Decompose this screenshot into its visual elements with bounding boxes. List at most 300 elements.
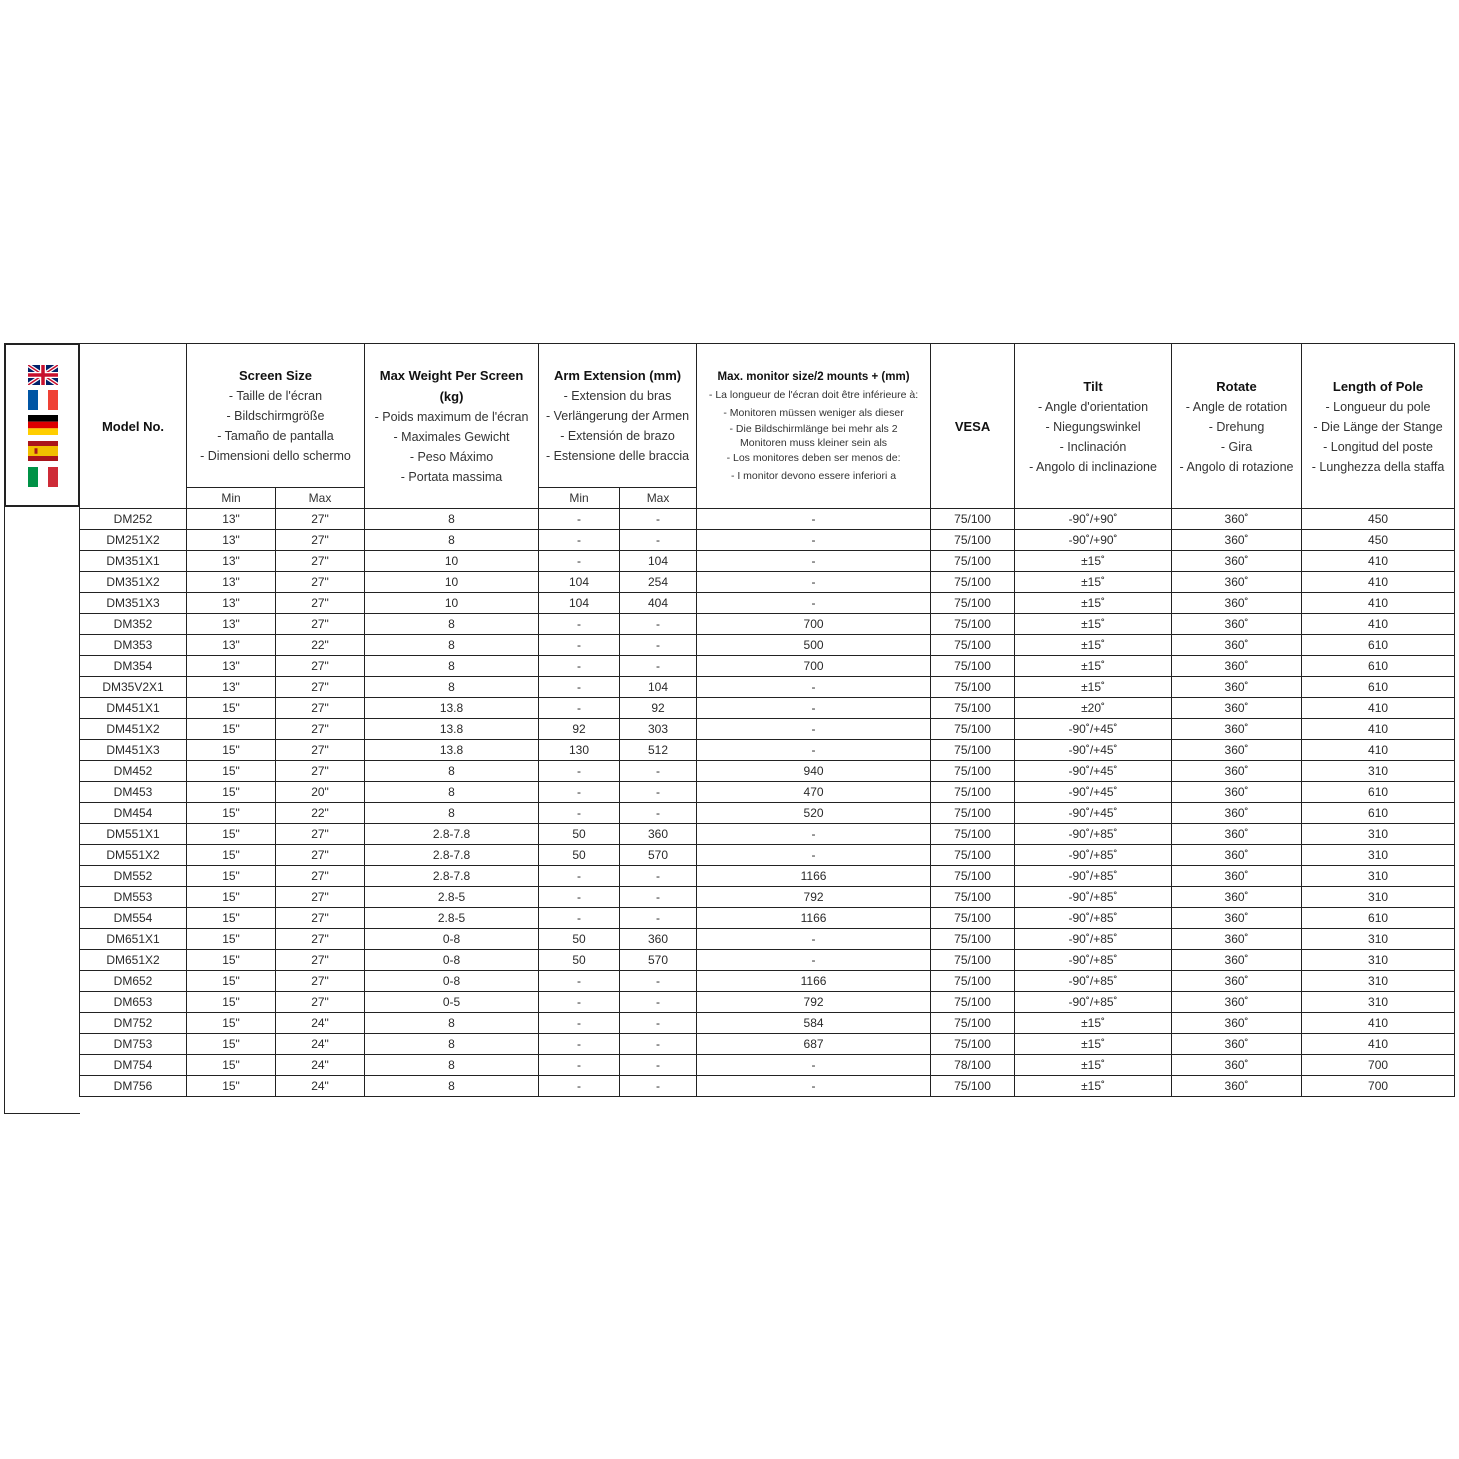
max-monitor-cell: 700 (697, 614, 931, 635)
vesa-cell: 75/100 (931, 740, 1015, 761)
screen-min-cell: 13" (187, 509, 276, 530)
max-weight-cell: 8 (365, 635, 539, 656)
arm-min-cell: - (539, 971, 620, 992)
vesa-cell: 78/100 (931, 1055, 1015, 1076)
screen-max-cell: 27" (276, 845, 365, 866)
tilt-cell: -90˚/+45˚ (1015, 740, 1172, 761)
pole-length-cell: 310 (1302, 761, 1455, 782)
table-row (80, 950, 1455, 971)
table-row (80, 509, 1455, 530)
tilt-cell: ±15˚ (1015, 1013, 1172, 1034)
screen-min-cell: 15" (187, 803, 276, 824)
rotate-cell: 360˚ (1172, 572, 1302, 593)
vesa-cell: 75/100 (931, 698, 1015, 719)
rotate-cell: 360˚ (1172, 824, 1302, 845)
arm-min-cell: - (539, 551, 620, 572)
table-row (80, 614, 1455, 635)
arm-min-cell: 92 (539, 719, 620, 740)
table-row (80, 929, 1455, 950)
arm-min-cell: - (539, 509, 620, 530)
tilt-cell: ±15˚ (1015, 593, 1172, 614)
max-weight-cell: 8 (365, 782, 539, 803)
table-row (80, 635, 1455, 656)
screen-min-cell: 13" (187, 656, 276, 677)
pole-length-cell: 450 (1302, 509, 1455, 530)
rotate-cell: 360˚ (1172, 740, 1302, 761)
arm-max-cell: - (620, 635, 697, 656)
rotate-cell: 360˚ (1172, 1076, 1302, 1097)
pole-length-cell: 610 (1302, 677, 1455, 698)
header-screen-size-max: Max (276, 488, 365, 509)
pole-length-cell: 310 (1302, 887, 1455, 908)
arm-min-cell: - (539, 614, 620, 635)
vesa-cell: 75/100 (931, 614, 1015, 635)
pole-length-cell: 410 (1302, 572, 1455, 593)
max-monitor-cell: 520 (697, 803, 931, 824)
pole-length-cell: 450 (1302, 530, 1455, 551)
screen-max-cell: 27" (276, 887, 365, 908)
screen-max-cell: 27" (276, 593, 365, 614)
vesa-cell: 75/100 (931, 803, 1015, 824)
max-monitor-cell: - (697, 677, 931, 698)
screen-max-cell: 27" (276, 719, 365, 740)
table-row (80, 971, 1455, 992)
header-max-weight: Max Weight Per Screen (kg) - Poids maximum de l'écran - Maximales Gewicht - Peso Máximo - Portata massima (365, 344, 539, 509)
arm-max-cell: - (620, 509, 697, 530)
model-cell: DM753 (80, 1034, 187, 1055)
max-monitor-cell: 470 (697, 782, 931, 803)
tilt-cell: ±15˚ (1015, 1076, 1172, 1097)
arm-max-cell: - (620, 992, 697, 1013)
spec-table-body (80, 509, 1455, 1097)
max-weight-cell: 10 (365, 572, 539, 593)
header-tilt: Tilt - Angle d'orientation - Niegungswinkel - Inclinación - Angolo di inclinazione (1015, 344, 1172, 509)
arm-max-cell: 570 (620, 845, 697, 866)
screen-min-cell: 13" (187, 572, 276, 593)
pole-length-cell: 410 (1302, 614, 1455, 635)
header-arm-extension-max: Max (620, 488, 697, 509)
screen-max-cell: 24" (276, 1055, 365, 1076)
max-weight-cell: 2.8-5 (365, 908, 539, 929)
pole-length-cell: 410 (1302, 698, 1455, 719)
arm-max-cell: 104 (620, 677, 697, 698)
arm-min-cell: - (539, 677, 620, 698)
pole-length-cell: 410 (1302, 1013, 1455, 1034)
arm-min-cell: 104 (539, 593, 620, 614)
arm-min-cell: - (539, 1013, 620, 1034)
rotate-cell: 360˚ (1172, 803, 1302, 824)
max-weight-cell: 8 (365, 677, 539, 698)
screen-max-cell: 27" (276, 761, 365, 782)
max-monitor-cell: - (697, 1076, 931, 1097)
rotate-cell: 360˚ (1172, 677, 1302, 698)
tilt-cell: ±15˚ (1015, 551, 1172, 572)
header-model: Model No. (80, 344, 187, 509)
max-monitor-cell: - (697, 593, 931, 614)
vesa-cell: 75/100 (931, 887, 1015, 908)
screen-max-cell: 24" (276, 1034, 365, 1055)
arm-max-cell: 303 (620, 719, 697, 740)
max-weight-cell: 8 (365, 530, 539, 551)
pole-length-cell: 410 (1302, 719, 1455, 740)
screen-min-cell: 15" (187, 782, 276, 803)
vesa-cell: 75/100 (931, 635, 1015, 656)
max-monitor-cell: - (697, 929, 931, 950)
tilt-cell: ±20˚ (1015, 698, 1172, 719)
model-cell: DM352 (80, 614, 187, 635)
rotate-cell: 360˚ (1172, 509, 1302, 530)
screen-max-cell: 27" (276, 992, 365, 1013)
model-cell: DM451X2 (80, 719, 187, 740)
vesa-cell: 75/100 (931, 551, 1015, 572)
max-weight-cell: 10 (365, 551, 539, 572)
max-monitor-cell: 792 (697, 887, 931, 908)
max-weight-cell: 10 (365, 593, 539, 614)
max-weight-cell: 2.8-5 (365, 887, 539, 908)
arm-max-cell: - (620, 530, 697, 551)
max-weight-cell: 13.8 (365, 719, 539, 740)
table-row (80, 572, 1455, 593)
arm-min-cell: - (539, 1034, 620, 1055)
max-weight-cell: 8 (365, 1034, 539, 1055)
model-cell: DM553 (80, 887, 187, 908)
model-cell: DM354 (80, 656, 187, 677)
max-weight-cell: 8 (365, 656, 539, 677)
vesa-cell: 75/100 (931, 719, 1015, 740)
table-row (80, 887, 1455, 908)
arm-max-cell: - (620, 761, 697, 782)
max-monitor-cell: 940 (697, 761, 931, 782)
table-row (80, 1076, 1455, 1097)
max-weight-cell: 0-8 (365, 950, 539, 971)
table-row (80, 866, 1455, 887)
arm-max-cell: 512 (620, 740, 697, 761)
tilt-cell: -90˚/+85˚ (1015, 845, 1172, 866)
max-weight-cell: 2.8-7.8 (365, 845, 539, 866)
screen-max-cell: 20" (276, 782, 365, 803)
rotate-cell: 360˚ (1172, 929, 1302, 950)
arm-max-cell: - (620, 1076, 697, 1097)
arm-max-cell: 570 (620, 950, 697, 971)
tilt-cell: -90˚/+85˚ (1015, 824, 1172, 845)
tilt-cell: -90˚/+85˚ (1015, 950, 1172, 971)
screen-min-cell: 13" (187, 677, 276, 698)
max-weight-cell: 8 (365, 1076, 539, 1097)
screen-max-cell: 27" (276, 572, 365, 593)
rotate-cell: 360˚ (1172, 656, 1302, 677)
arm-max-cell: - (620, 887, 697, 908)
tilt-cell: -90˚/+85˚ (1015, 887, 1172, 908)
vesa-cell: 75/100 (931, 1076, 1015, 1097)
arm-max-cell: - (620, 866, 697, 887)
arm-min-cell: - (539, 656, 620, 677)
max-monitor-cell: - (697, 698, 931, 719)
arm-min-cell: - (539, 866, 620, 887)
max-monitor-cell: 792 (697, 992, 931, 1013)
table-row (80, 824, 1455, 845)
arm-min-cell: - (539, 1076, 620, 1097)
max-weight-cell: 13.8 (365, 698, 539, 719)
model-cell: DM752 (80, 1013, 187, 1034)
rotate-cell: 360˚ (1172, 950, 1302, 971)
screen-min-cell: 15" (187, 1055, 276, 1076)
screen-max-cell: 27" (276, 824, 365, 845)
screen-max-cell: 27" (276, 698, 365, 719)
model-cell: DM351X2 (80, 572, 187, 593)
header-rotate: Rotate - Angle de rotation - Drehung - Gira - Angolo di rotazione (1172, 344, 1302, 509)
max-monitor-cell: 1166 (697, 971, 931, 992)
table-row (80, 782, 1455, 803)
spec-table (79, 343, 1455, 1097)
screen-min-cell: 15" (187, 1034, 276, 1055)
vesa-cell: 75/100 (931, 824, 1015, 845)
uk-flag-icon (28, 365, 58, 385)
model-cell: DM251X2 (80, 530, 187, 551)
screen-max-cell: 27" (276, 509, 365, 530)
pole-length-cell: 310 (1302, 971, 1455, 992)
arm-max-cell: 360 (620, 824, 697, 845)
tilt-cell: -90˚/+85˚ (1015, 992, 1172, 1013)
screen-max-cell: 24" (276, 1076, 365, 1097)
arm-min-cell: - (539, 698, 620, 719)
arm-max-cell: - (620, 1055, 697, 1076)
arm-max-cell: 360 (620, 929, 697, 950)
screen-max-cell: 27" (276, 551, 365, 572)
pole-length-cell: 410 (1302, 593, 1455, 614)
table-row (80, 992, 1455, 1013)
vesa-cell: 75/100 (931, 572, 1015, 593)
model-cell: DM552 (80, 866, 187, 887)
vesa-cell: 75/100 (931, 845, 1015, 866)
screen-min-cell: 15" (187, 1013, 276, 1034)
tilt-cell: ±15˚ (1015, 1034, 1172, 1055)
max-monitor-cell: - (697, 551, 931, 572)
max-weight-cell: 13.8 (365, 740, 539, 761)
header-screen-size: Screen Size - Taille de l'écran - Bildschirmgröße - Tamaño de pantalla - Dimensioni dello schermo (187, 344, 365, 488)
rotate-cell: 360˚ (1172, 593, 1302, 614)
table-row (80, 719, 1455, 740)
pole-length-cell: 410 (1302, 740, 1455, 761)
model-cell: DM651X1 (80, 929, 187, 950)
vesa-cell: 75/100 (931, 593, 1015, 614)
model-cell: DM754 (80, 1055, 187, 1076)
max-monitor-cell: - (697, 950, 931, 971)
table-row (80, 530, 1455, 551)
spain-flag-icon (28, 441, 58, 461)
pole-length-cell: 310 (1302, 992, 1455, 1013)
pole-length-cell: 310 (1302, 866, 1455, 887)
tilt-cell: ±15˚ (1015, 1055, 1172, 1076)
arm-max-cell: - (620, 1034, 697, 1055)
rotate-cell: 360˚ (1172, 1013, 1302, 1034)
screen-max-cell: 27" (276, 656, 365, 677)
model-cell: DM653 (80, 992, 187, 1013)
screen-min-cell: 13" (187, 614, 276, 635)
screen-min-cell: 15" (187, 761, 276, 782)
screen-min-cell: 15" (187, 992, 276, 1013)
tilt-cell: ±15˚ (1015, 656, 1172, 677)
max-weight-cell: 2.8-7.8 (365, 824, 539, 845)
screen-min-cell: 15" (187, 698, 276, 719)
arm-min-cell: - (539, 635, 620, 656)
max-weight-cell: 2.8-7.8 (365, 866, 539, 887)
vesa-cell: 75/100 (931, 656, 1015, 677)
screen-min-cell: 15" (187, 1076, 276, 1097)
header-length-of-pole: Length of Pole - Longueur du pole - Die Länge der Stange - Longitud del poste - Lunghezza della staffa (1302, 344, 1455, 509)
tilt-cell: -90˚/+45˚ (1015, 803, 1172, 824)
model-cell: DM451X3 (80, 740, 187, 761)
screen-min-cell: 15" (187, 824, 276, 845)
rotate-cell: 360˚ (1172, 887, 1302, 908)
screen-max-cell: 27" (276, 740, 365, 761)
max-monitor-cell: 1166 (697, 866, 931, 887)
arm-max-cell: 404 (620, 593, 697, 614)
tilt-cell: -90˚/+45˚ (1015, 761, 1172, 782)
arm-max-cell: 254 (620, 572, 697, 593)
pole-length-cell: 700 (1302, 1055, 1455, 1076)
table-row (80, 1034, 1455, 1055)
max-monitor-cell: - (697, 845, 931, 866)
pole-length-cell: 310 (1302, 845, 1455, 866)
screen-min-cell: 15" (187, 845, 276, 866)
arm-min-cell: 50 (539, 929, 620, 950)
model-cell: DM452 (80, 761, 187, 782)
vesa-cell: 75/100 (931, 1034, 1015, 1055)
screen-max-cell: 27" (276, 530, 365, 551)
model-cell: DM651X2 (80, 950, 187, 971)
screen-min-cell: 15" (187, 719, 276, 740)
arm-min-cell: - (539, 908, 620, 929)
arm-min-cell: 104 (539, 572, 620, 593)
screen-max-cell: 22" (276, 803, 365, 824)
screen-min-cell: 15" (187, 929, 276, 950)
tilt-cell: -90˚/+85˚ (1015, 971, 1172, 992)
screen-min-cell: 13" (187, 551, 276, 572)
model-cell: DM756 (80, 1076, 187, 1097)
max-monitor-cell: - (697, 740, 931, 761)
pole-length-cell: 410 (1302, 1034, 1455, 1055)
table-row (80, 698, 1455, 719)
arm-max-cell: - (620, 614, 697, 635)
table-row (80, 740, 1455, 761)
language-flags-panel (4, 343, 80, 507)
max-monitor-cell: - (697, 824, 931, 845)
screen-max-cell: 27" (276, 614, 365, 635)
rotate-cell: 360˚ (1172, 992, 1302, 1013)
rotate-cell: 360˚ (1172, 971, 1302, 992)
screen-max-cell: 27" (276, 971, 365, 992)
max-weight-cell: 0-8 (365, 971, 539, 992)
vesa-cell: 75/100 (931, 1013, 1015, 1034)
rotate-cell: 360˚ (1172, 635, 1302, 656)
rotate-cell: 360˚ (1172, 761, 1302, 782)
max-monitor-cell: - (697, 1055, 931, 1076)
table-row (80, 908, 1455, 929)
model-cell: DM554 (80, 908, 187, 929)
screen-min-cell: 15" (187, 866, 276, 887)
vesa-cell: 75/100 (931, 782, 1015, 803)
table-row (80, 593, 1455, 614)
pole-length-cell: 700 (1302, 1076, 1455, 1097)
max-weight-cell: 8 (365, 761, 539, 782)
max-weight-cell: 8 (365, 614, 539, 635)
pole-length-cell: 610 (1302, 908, 1455, 929)
model-cell: DM652 (80, 971, 187, 992)
header-vesa: VESA (931, 344, 1015, 509)
model-cell: DM551X2 (80, 845, 187, 866)
max-weight-cell: 8 (365, 1055, 539, 1076)
arm-max-cell: - (620, 803, 697, 824)
screen-max-cell: 27" (276, 929, 365, 950)
header-arm-extension-min: Min (539, 488, 620, 509)
max-weight-cell: 0-5 (365, 992, 539, 1013)
screen-max-cell: 27" (276, 677, 365, 698)
arm-min-cell: 50 (539, 950, 620, 971)
model-cell: DM454 (80, 803, 187, 824)
tilt-cell: -90˚/+90˚ (1015, 509, 1172, 530)
left-margin-strip (4, 507, 80, 1114)
arm-min-cell: - (539, 803, 620, 824)
arm-min-cell: - (539, 992, 620, 1013)
arm-max-cell: - (620, 656, 697, 677)
screen-max-cell: 24" (276, 1013, 365, 1034)
rotate-cell: 360˚ (1172, 698, 1302, 719)
table-row (80, 656, 1455, 677)
arm-max-cell: 104 (620, 551, 697, 572)
screen-min-cell: 15" (187, 887, 276, 908)
max-monitor-cell: 500 (697, 635, 931, 656)
tilt-cell: -90˚/+85˚ (1015, 866, 1172, 887)
tilt-cell: -90˚/+85˚ (1015, 908, 1172, 929)
max-weight-cell: 8 (365, 1013, 539, 1034)
rotate-cell: 360˚ (1172, 1055, 1302, 1076)
model-cell: DM35V2X1 (80, 677, 187, 698)
rotate-cell: 360˚ (1172, 614, 1302, 635)
model-cell: DM453 (80, 782, 187, 803)
arm-max-cell: - (620, 782, 697, 803)
table-row (80, 551, 1455, 572)
arm-max-cell: 92 (620, 698, 697, 719)
rotate-cell: 360˚ (1172, 866, 1302, 887)
arm-min-cell: 130 (539, 740, 620, 761)
vesa-cell: 75/100 (931, 677, 1015, 698)
max-monitor-cell: 687 (697, 1034, 931, 1055)
screen-min-cell: 15" (187, 908, 276, 929)
model-cell: DM351X1 (80, 551, 187, 572)
rotate-cell: 360˚ (1172, 782, 1302, 803)
tilt-cell: -90˚/+90˚ (1015, 530, 1172, 551)
max-monitor-cell: - (697, 509, 931, 530)
screen-min-cell: 13" (187, 530, 276, 551)
header-max-monitor-size: Max. monitor size/2 mounts + (mm) - La longueur de l'écran doit être inférieure à: - Monitoren müssen weniger als dieser - Die Bildschirmlänge bei mehr als 2 Monitoren muss kleiner sein als - Los monitores deben ser menos de: - I monitor devono essere inferiori a (697, 344, 931, 509)
pole-length-cell: 610 (1302, 656, 1455, 677)
rotate-cell: 360˚ (1172, 551, 1302, 572)
table-row (80, 1013, 1455, 1034)
screen-max-cell: 27" (276, 866, 365, 887)
screen-max-cell: 22" (276, 635, 365, 656)
max-monitor-cell: 584 (697, 1013, 931, 1034)
vesa-cell: 75/100 (931, 929, 1015, 950)
vesa-cell: 75/100 (931, 971, 1015, 992)
vesa-cell: 75/100 (931, 908, 1015, 929)
tilt-cell: ±15˚ (1015, 635, 1172, 656)
rotate-cell: 360˚ (1172, 908, 1302, 929)
table-row (80, 1055, 1455, 1076)
rotate-cell: 360˚ (1172, 845, 1302, 866)
tilt-cell: ±15˚ (1015, 677, 1172, 698)
model-cell: DM353 (80, 635, 187, 656)
header-screen-size-min: Min (187, 488, 276, 509)
